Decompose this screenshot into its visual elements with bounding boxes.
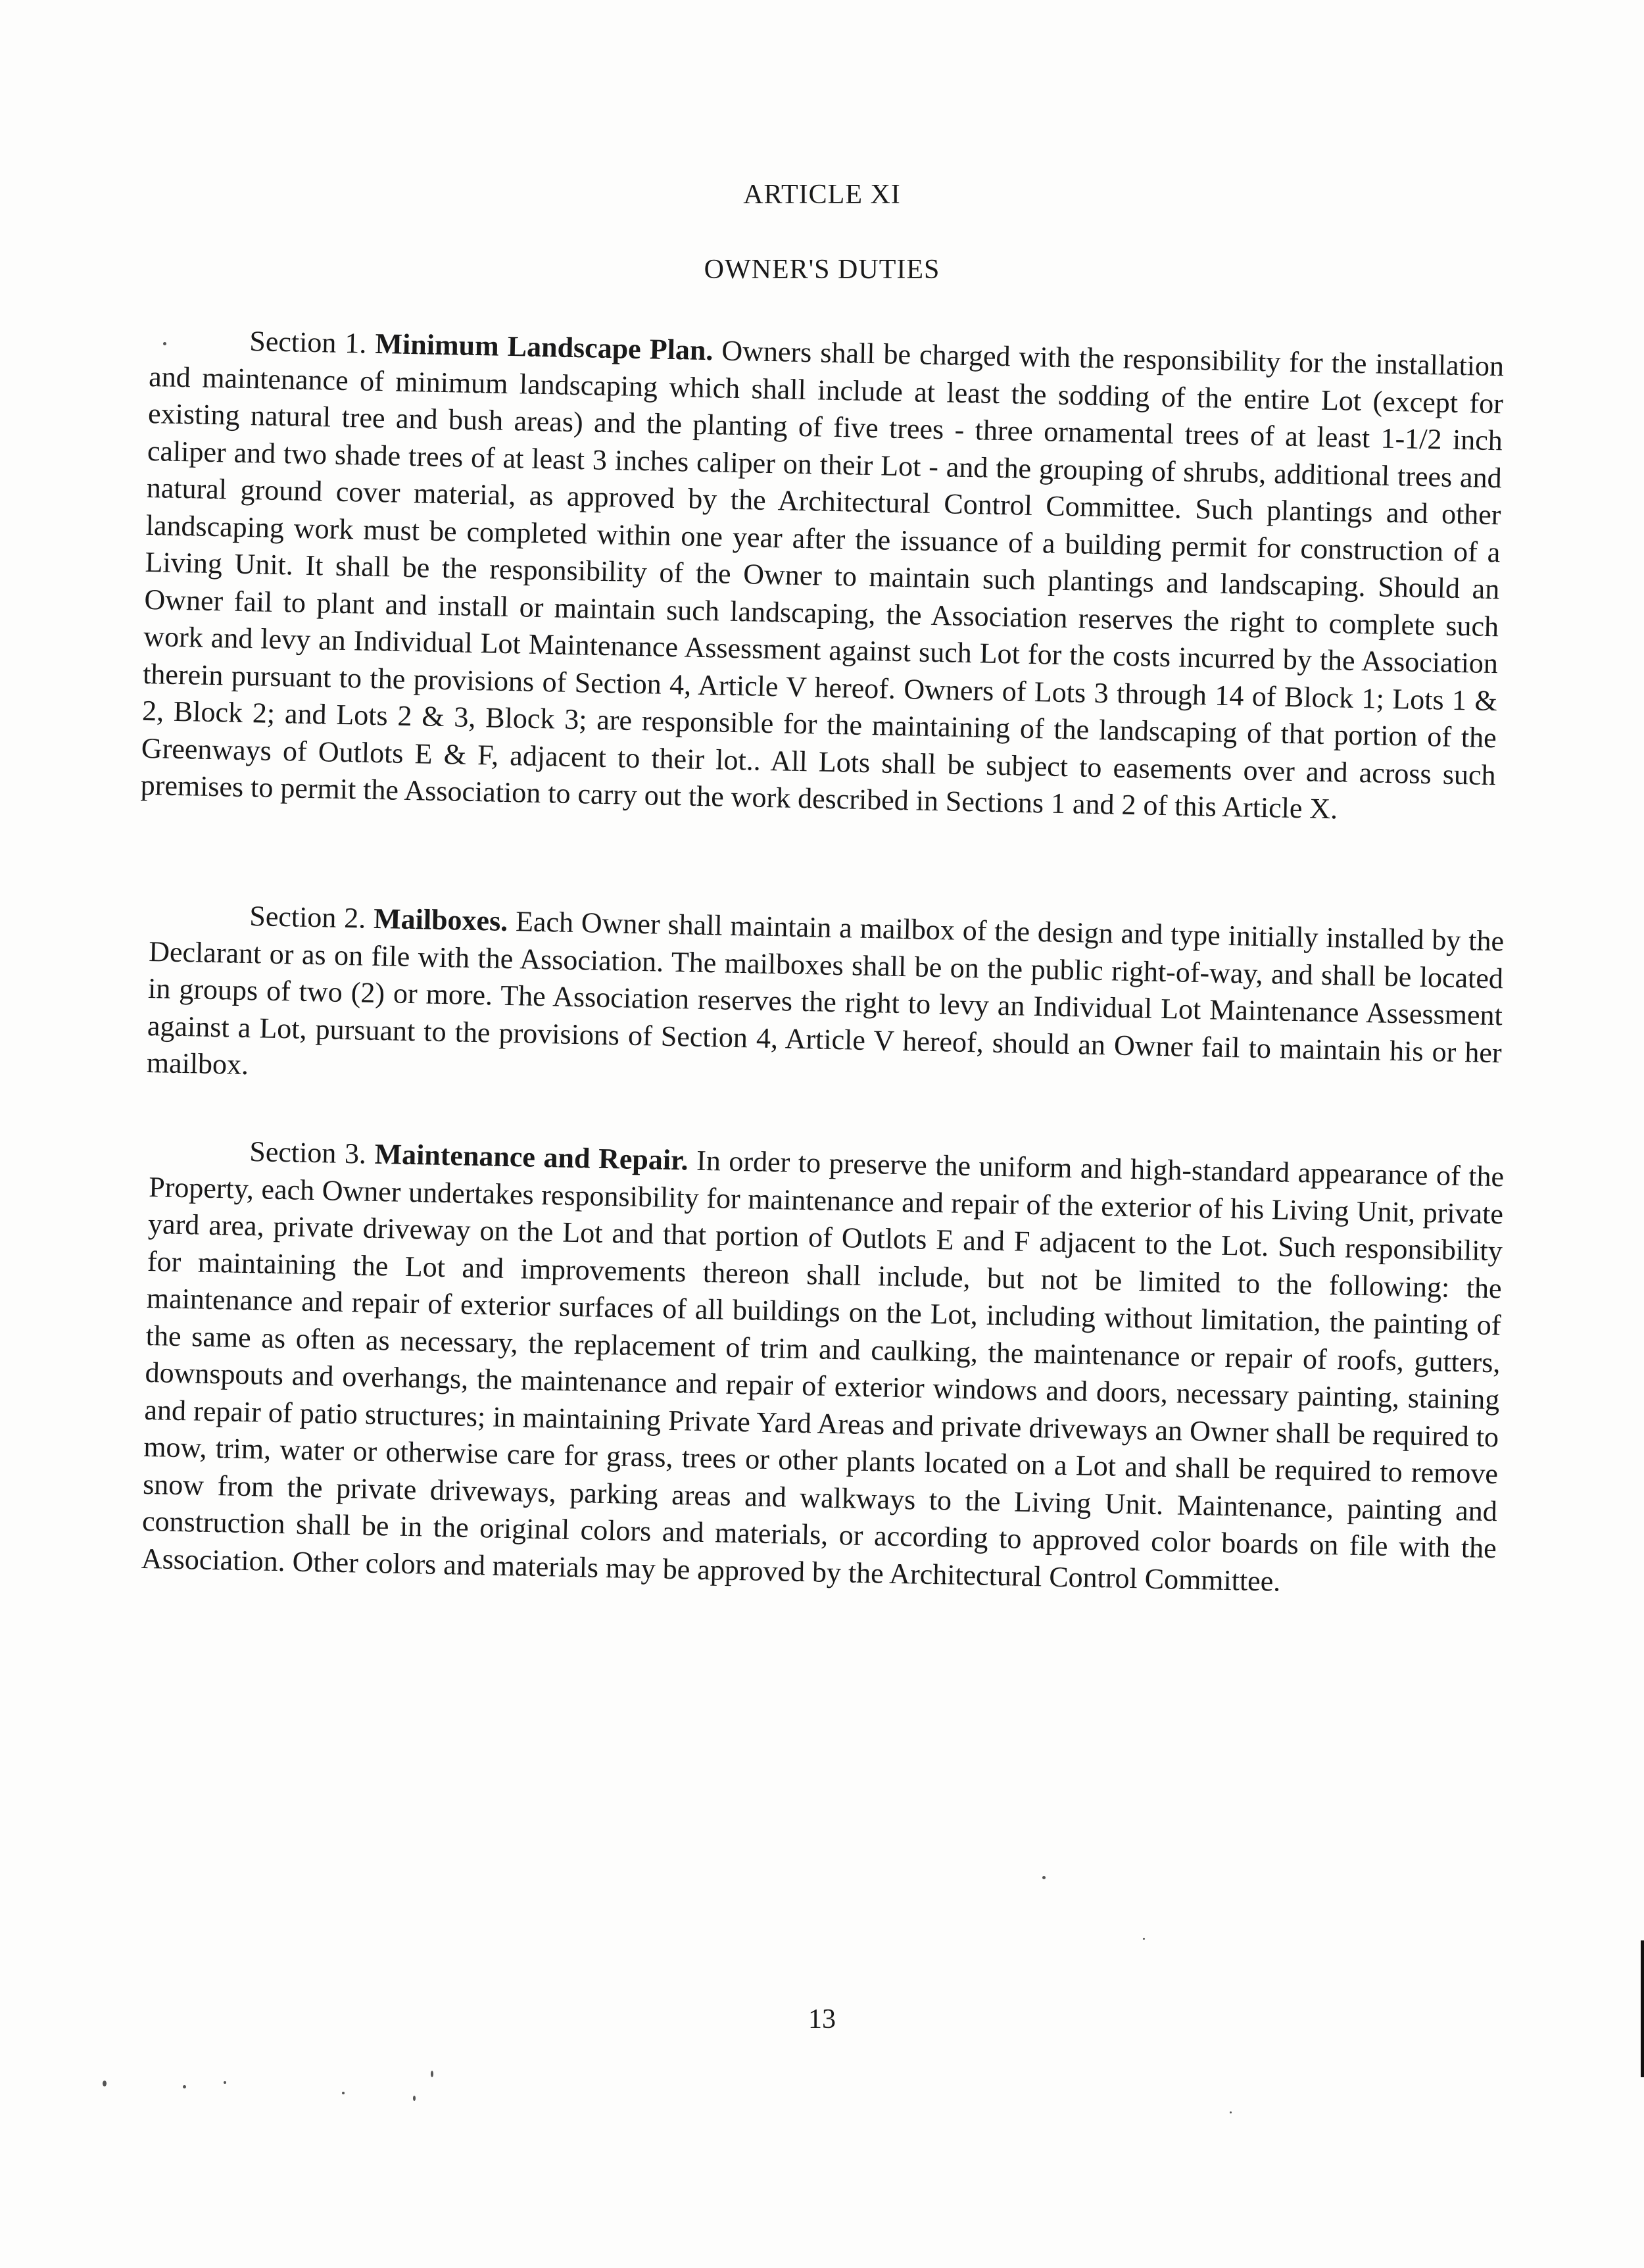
scan-speck bbox=[342, 2092, 345, 2094]
section-2-paragraph bbox=[146, 896, 1504, 1109]
section-3-label: Section 3. bbox=[249, 1135, 367, 1170]
article-title: ARTICLE XI bbox=[743, 180, 901, 210]
section-1-paragraph bbox=[140, 321, 1504, 831]
section-3-heading: Maintenance and Repair. bbox=[374, 1137, 689, 1177]
page-number: 13 bbox=[808, 2004, 836, 2034]
scan-edge-mark bbox=[1641, 1940, 1644, 2077]
scan-speck bbox=[224, 2081, 226, 2084]
section-3-paragraph bbox=[141, 1131, 1504, 1604]
section-2-label: Section 2. bbox=[249, 900, 366, 935]
scan-speck bbox=[1143, 1938, 1145, 1940]
section-1-label: Section 1. bbox=[249, 325, 367, 360]
scan-speck bbox=[183, 2085, 186, 2088]
scan-speck bbox=[1230, 2111, 1232, 2113]
article-subtitle: OWNER'S DUTIES bbox=[704, 255, 940, 285]
scan-speck bbox=[103, 2081, 107, 2086]
scan-speck bbox=[163, 342, 166, 345]
section-3-text: In order to preserve the uniform and high-standard appearance of the Property, each Owner undertakes responsibility for maintenance and repair of the exterior of his Living Unit, private yard area, private driveway on the Lot and that portion of Outlots E and F adjacent to the Lot. Such responsibility for maintaining the Lot and improvements thereon shall include, but not be limited to the following: the maintenance and repair of exterior surfaces of all buildings on the Lot, including without limitation, the painting of the same as often as necessary, the replacement of trim and caulking, the maintenance or repair of roofs, gutters, downspouts and overhangs, the maintenance and repair of exterior windows and doors, necessary painting, staining and repair of patio structures; in maintaining Private Yard Areas and private driveways an Owner shall be required to mow, trim, water or otherwise care for grass, trees or other plants located on a Lot and shall be required to remove snow from the private driveways, parking areas and walkways to the Living Unit. Maintenance, painting and construction shall be in the original colors and materials, or according to approved color boards on file with the Association. Other colors and materials may be approved by the Architectural Control Committee. bbox=[141, 1144, 1505, 1598]
section-1-heading: Minimum Landscape Plan. bbox=[375, 327, 713, 367]
section-2-heading: Mailboxes. bbox=[373, 902, 508, 937]
section-1-text: Owners shall be charged with the responsibility for the installation and maintenance of minimum landscaping which shall include at least the sodding of the entire Lot (except for existing natural tree and bush areas) and the planting of five trees - three ornamental trees of at least 1-1/2 inch caliper and two shade trees of at least 3 inches caliper on their Lot - and the grouping of shrubs, additional trees and natural ground cover material, as approved by the Architectural Control Committee. Such plantings and other landscaping work must be completed within one year after the issuance of a building permit for construction of a Living Unit. It shall be the responsibility of the Owner to maintain such plantings and landscaping. Should an Owner fail to plant and install or maintain such landscaping, the Association reserves the right to complete such work and levy an Individual Lot Maintenance Assessment against such Lot for the costs incurred by the Association therein pursuant to the provisions of Section 4, Article V hereof. Owners of Lots 3 through 14 of Block 1; Lots 1 & 2, Block 2; and Lots 2 & 3, Block 3; are responsible for the maintaining of the landscaping of that portion of the Greenways of Outlots E & F, adjacent to their lot.. All Lots shall be subject to easements over and across such premises to permit the Association to carry out the work described in Sections 1 and 2 of this Article X. bbox=[140, 334, 1505, 826]
scan-speck bbox=[1042, 1876, 1046, 1879]
scan-speck bbox=[413, 2096, 416, 2101]
section-2-text: Each Owner shall maintain a mailbox of the design and type initially installed by the Declarant or as on file with the Association. The mailboxes shall be on the public right-of-way, and shall be located in groups of two (2) or more. The Association reserves the right to levy an Individual Lot Maintenance Assessment against a Lot, pursuant to the provisions of Section 4, Article V hereof, should an Owner fail to maintain his or her mailbox. bbox=[146, 905, 1505, 1081]
scan-speck bbox=[431, 2071, 433, 2077]
